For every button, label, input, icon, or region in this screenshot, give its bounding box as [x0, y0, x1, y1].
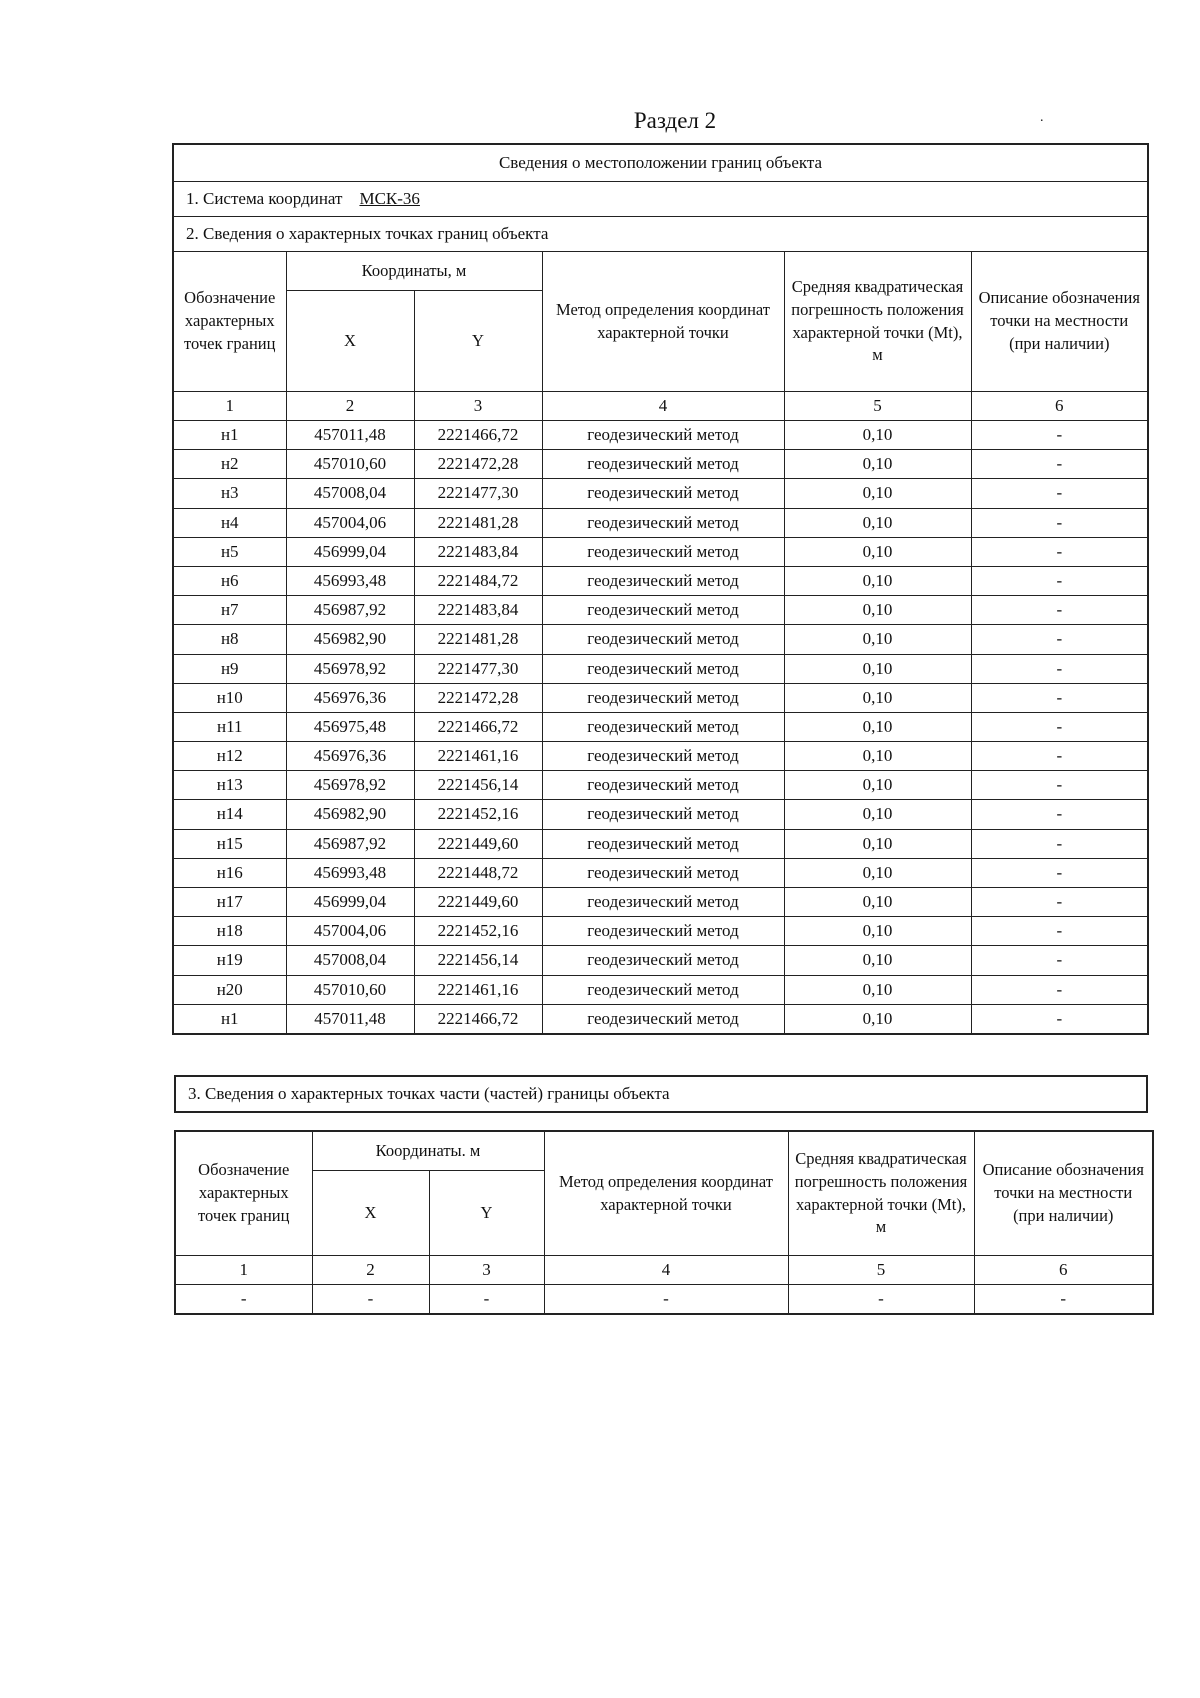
- part-header-y: Y: [429, 1171, 544, 1256]
- table-cell: геодезический метод: [542, 742, 784, 771]
- table-cell: 2221449,60: [414, 888, 542, 917]
- table-caption: Сведения о местоположении границ объекта: [173, 144, 1148, 182]
- table-cell: -: [971, 537, 1148, 566]
- table-cell: 456999,04: [286, 888, 414, 917]
- table-cell: н5: [173, 537, 286, 566]
- table-row: [173, 829, 1148, 858]
- table-cell: 457004,06: [286, 508, 414, 537]
- table-cell: н6: [173, 566, 286, 595]
- column-number: 3: [429, 1256, 544, 1285]
- table-cell: 457008,04: [286, 479, 414, 508]
- table-cell: -: [971, 508, 1148, 537]
- table-cell: -: [788, 1285, 974, 1315]
- table-row: [173, 771, 1148, 800]
- table-cell: геодезический метод: [542, 829, 784, 858]
- table-cell: геодезический метод: [542, 800, 784, 829]
- table-cell: 456976,36: [286, 742, 414, 771]
- table-cell: геодезический метод: [542, 975, 784, 1004]
- table-cell: 456993,48: [286, 566, 414, 595]
- table-cell: н14: [173, 800, 286, 829]
- table-cell: 2221448,72: [414, 858, 542, 887]
- table-cell: н12: [173, 742, 286, 771]
- table-cell: -: [971, 946, 1148, 975]
- table-cell: 0,10: [784, 1004, 971, 1034]
- table-cell: н18: [173, 917, 286, 946]
- table-cell: н7: [173, 596, 286, 625]
- part-header-method: Метод определения координат характерной точки: [544, 1131, 788, 1256]
- table-cell: 2221481,28: [414, 625, 542, 654]
- column-number: 2: [312, 1256, 429, 1285]
- table-cell: 456978,92: [286, 654, 414, 683]
- part-header-designation: Обозначение характерных точек границ: [175, 1131, 312, 1256]
- table-cell: 456987,92: [286, 829, 414, 858]
- column-number: 3: [414, 392, 542, 421]
- table-cell: -: [971, 800, 1148, 829]
- table-cell: геодезический метод: [542, 683, 784, 712]
- table-cell: 2221452,16: [414, 800, 542, 829]
- column-number: 4: [544, 1256, 788, 1285]
- table-cell: 456993,48: [286, 858, 414, 887]
- table-cell: геодезический метод: [542, 858, 784, 887]
- table-cell: 456978,92: [286, 771, 414, 800]
- table-cell: 2221449,60: [414, 829, 542, 858]
- table-cell: 0,10: [784, 742, 971, 771]
- table-cell: -: [971, 596, 1148, 625]
- column-number: 1: [175, 1256, 312, 1285]
- part-column-number-row: [175, 1256, 1153, 1285]
- table-row: [173, 858, 1148, 887]
- table-cell: н4: [173, 508, 286, 537]
- column-number: 5: [784, 392, 971, 421]
- table-cell: 2221452,16: [414, 917, 542, 946]
- table-cell: 2221456,14: [414, 771, 542, 800]
- table-cell: н3: [173, 479, 286, 508]
- column-number: 1: [173, 392, 286, 421]
- header-coordinates: Координаты, м: [286, 252, 542, 291]
- table-cell: -: [971, 654, 1148, 683]
- table-cell: 0,10: [784, 975, 971, 1004]
- table-cell: геодезический метод: [542, 537, 784, 566]
- table-cell: н1: [173, 1004, 286, 1034]
- table-cell: геодезический метод: [542, 888, 784, 917]
- table-cell: н19: [173, 946, 286, 975]
- header-error: Средняя квадратическая погрешность положения характерной точки (Mt), м: [784, 252, 971, 392]
- part-heading: 3. Сведения о характерных точках части (частей) границы объекта: [175, 1076, 1147, 1112]
- table-cell: 0,10: [784, 800, 971, 829]
- table-cell: геодезический метод: [542, 508, 784, 537]
- table-cell: 0,10: [784, 888, 971, 917]
- table-cell: 2221461,16: [414, 975, 542, 1004]
- table-cell: 0,10: [784, 946, 971, 975]
- table-cell: -: [544, 1285, 788, 1315]
- table-cell: 2221484,72: [414, 566, 542, 595]
- table-cell: геодезический метод: [542, 596, 784, 625]
- table-row: [173, 596, 1148, 625]
- table-cell: -: [971, 858, 1148, 887]
- header-row: [173, 252, 1148, 291]
- table-row: [173, 450, 1148, 479]
- table-cell: 457010,60: [286, 450, 414, 479]
- column-number-row: [173, 392, 1148, 421]
- page-mark: .: [1040, 110, 1044, 125]
- table-cell: 2221461,16: [414, 742, 542, 771]
- column-number: 6: [974, 1256, 1153, 1285]
- table-cell: геодезический метод: [542, 917, 784, 946]
- table-cell: -: [312, 1285, 429, 1315]
- table-row: [173, 537, 1148, 566]
- column-number: 5: [788, 1256, 974, 1285]
- table-row: [173, 917, 1148, 946]
- table-cell: 0,10: [784, 858, 971, 887]
- points-heading-row: [173, 217, 1148, 252]
- table-cell: 2221483,84: [414, 596, 542, 625]
- table-cell: геодезический метод: [542, 479, 784, 508]
- table-cell: 0,10: [784, 683, 971, 712]
- table-cell: 457011,48: [286, 1004, 414, 1034]
- table-row: [173, 566, 1148, 595]
- table-cell: геодезический метод: [542, 946, 784, 975]
- table-cell: геодезический метод: [542, 712, 784, 741]
- table-cell: 0,10: [784, 508, 971, 537]
- table-cell: геодезический метод: [542, 771, 784, 800]
- table-row: [173, 1004, 1148, 1034]
- table-row: [173, 712, 1148, 741]
- part-header-error: Средняя квадратическая погрешность положения характерной точки (Mt), м: [788, 1131, 974, 1256]
- table-cell: н13: [173, 771, 286, 800]
- table-cell: геодезический метод: [542, 421, 784, 450]
- table-cell: -: [971, 1004, 1148, 1034]
- header-description: Описание обозначения точки на местности (при наличии): [971, 252, 1148, 392]
- table-cell: геодезический метод: [542, 1004, 784, 1034]
- table-cell: 0,10: [784, 596, 971, 625]
- column-number: 2: [286, 392, 414, 421]
- table-cell: геодезический метод: [542, 450, 784, 479]
- table-cell: -: [971, 566, 1148, 595]
- points-heading: 2. Сведения о характерных точках границ объекта: [173, 217, 1148, 252]
- table-row: [173, 683, 1148, 712]
- table-cell: 2221472,28: [414, 683, 542, 712]
- table-cell: 456987,92: [286, 596, 414, 625]
- table-cell: 0,10: [784, 479, 971, 508]
- table-cell: -: [429, 1285, 544, 1315]
- table-cell: 0,10: [784, 450, 971, 479]
- table-cell: н17: [173, 888, 286, 917]
- column-number: 6: [971, 392, 1148, 421]
- table-cell: 456999,04: [286, 537, 414, 566]
- table-row: [173, 508, 1148, 537]
- table-cell: н9: [173, 654, 286, 683]
- table-cell: 2221466,72: [414, 1004, 542, 1034]
- section-title: Раздел 2: [633, 108, 717, 133]
- table-cell: геодезический метод: [542, 625, 784, 654]
- table-cell: 0,10: [784, 712, 971, 741]
- coord-system: [173, 182, 1148, 217]
- table-row: [173, 654, 1148, 683]
- table-cell: 457004,06: [286, 917, 414, 946]
- table-cell: 2221456,14: [414, 946, 542, 975]
- table-cell: н1: [173, 421, 286, 450]
- table-cell: н10: [173, 683, 286, 712]
- table-cell: -: [971, 917, 1148, 946]
- coord-system-row: [173, 182, 1148, 217]
- table-cell: геодезический метод: [542, 566, 784, 595]
- coord-system-label: 1. Система координат: [186, 188, 343, 208]
- caption-row: [173, 144, 1148, 182]
- boundary-table: [172, 143, 1149, 1035]
- table-cell: -: [971, 683, 1148, 712]
- table-row: [173, 800, 1148, 829]
- table-cell: 2221472,28: [414, 450, 542, 479]
- part-header-description: Описание обозначения точки на местности (при наличии): [974, 1131, 1153, 1256]
- table-row: [173, 946, 1148, 975]
- header-x: X: [286, 291, 414, 392]
- table-cell: 456982,90: [286, 800, 414, 829]
- part-heading-table: [174, 1075, 1148, 1113]
- table-cell: 0,10: [784, 537, 971, 566]
- part-header-coordinates: Координаты. м: [312, 1131, 544, 1171]
- table-cell: 0,10: [784, 829, 971, 858]
- table-row: [173, 975, 1148, 1004]
- table-cell: -: [971, 479, 1148, 508]
- table-cell: 2221477,30: [414, 479, 542, 508]
- table-cell: 457010,60: [286, 975, 414, 1004]
- table-cell: 0,10: [784, 566, 971, 595]
- table-cell: н11: [173, 712, 286, 741]
- table-cell: 0,10: [784, 625, 971, 654]
- table-cell: -: [971, 771, 1148, 800]
- table-cell: 457008,04: [286, 946, 414, 975]
- table-cell: 2221466,72: [414, 712, 542, 741]
- table-cell: 0,10: [784, 421, 971, 450]
- part-header-x: X: [312, 1171, 429, 1256]
- table-cell: 0,10: [784, 917, 971, 946]
- table-cell: 456975,48: [286, 712, 414, 741]
- table-cell: -: [971, 450, 1148, 479]
- table-cell: 2221483,84: [414, 537, 542, 566]
- table-cell: -: [971, 829, 1148, 858]
- table-cell: -: [971, 742, 1148, 771]
- part-points-table: [174, 1130, 1154, 1315]
- table-row: [173, 479, 1148, 508]
- table-row: [173, 742, 1148, 771]
- table-row: [175, 1285, 1153, 1315]
- table-cell: -: [971, 975, 1148, 1004]
- table-cell: 457011,48: [286, 421, 414, 450]
- table-cell: н15: [173, 829, 286, 858]
- table-cell: н20: [173, 975, 286, 1004]
- table-cell: 456982,90: [286, 625, 414, 654]
- table-cell: н16: [173, 858, 286, 887]
- table-cell: 2221466,72: [414, 421, 542, 450]
- table-cell: 0,10: [784, 771, 971, 800]
- table-cell: -: [175, 1285, 312, 1315]
- table-cell: -: [971, 625, 1148, 654]
- header-y: Y: [414, 291, 542, 392]
- table-cell: 2221481,28: [414, 508, 542, 537]
- table-cell: н8: [173, 625, 286, 654]
- table-row: [173, 421, 1148, 450]
- table-cell: -: [974, 1285, 1153, 1315]
- table-cell: 456976,36: [286, 683, 414, 712]
- coord-system-value: МСК-36: [359, 188, 420, 208]
- table-cell: геодезический метод: [542, 654, 784, 683]
- column-number: 4: [542, 392, 784, 421]
- table-cell: -: [971, 888, 1148, 917]
- table-cell: -: [971, 421, 1148, 450]
- table-row: [173, 888, 1148, 917]
- header-designation: Обозначение характерных точек границ: [173, 252, 286, 392]
- table-cell: -: [971, 712, 1148, 741]
- table-cell: н2: [173, 450, 286, 479]
- table-cell: 2221477,30: [414, 654, 542, 683]
- table-row: [173, 625, 1148, 654]
- table-cell: 0,10: [784, 654, 971, 683]
- part-header-row: [175, 1131, 1153, 1171]
- header-method: Метод определения координат характерной точки: [542, 252, 784, 392]
